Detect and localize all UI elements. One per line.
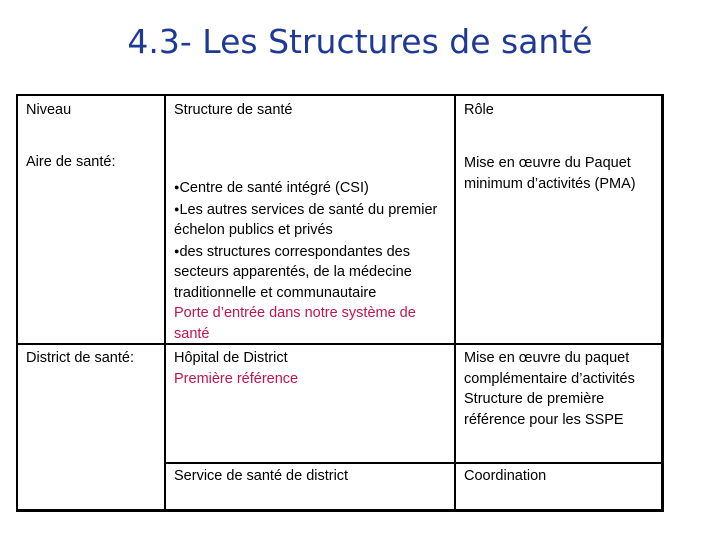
column-divider	[164, 96, 166, 509]
row3-role: Coordination	[464, 468, 547, 484]
structure-item: ● des structures correspondantes des secteurs apparentés, de la médecine traditionnelle et communautaire	[174, 241, 450, 304]
row2-niveau: District de santé:	[26, 350, 134, 366]
row1-role: Mise en œuvre du Paquet minimum d’activités (PMA)	[464, 155, 636, 192]
row-divider	[166, 462, 661, 464]
header-niveau: Niveau	[26, 102, 72, 118]
health-structures-table	[16, 94, 664, 512]
structure-item: ● Centre de santé intégré (CSI)	[174, 177, 450, 199]
page-title: 4.3- Les Structures de santé	[127, 22, 593, 61]
role-line: Structure de première référence pour les SSPE	[464, 391, 624, 428]
row3-structure: Service de santé de district	[174, 468, 349, 484]
header-structure: Structure de santé	[174, 102, 293, 118]
role-line: Mise en œuvre du paquet complémentaire d’activités	[464, 350, 635, 387]
row2-role	[464, 348, 659, 430]
row1-structure	[174, 177, 450, 344]
column-divider	[454, 96, 456, 509]
row2-structure	[174, 348, 450, 389]
structure-item: ● Les autres services de santé du premier échelon publics et privés	[174, 199, 450, 241]
header-role: Rôle	[464, 102, 494, 118]
structure-note: Première référence	[174, 370, 299, 387]
structure-note: Porte d’entrée dans notre système de santé	[174, 305, 416, 342]
structure-label: Hôpital de District	[174, 350, 288, 366]
row1-niveau: Aire de santé:	[26, 154, 116, 170]
